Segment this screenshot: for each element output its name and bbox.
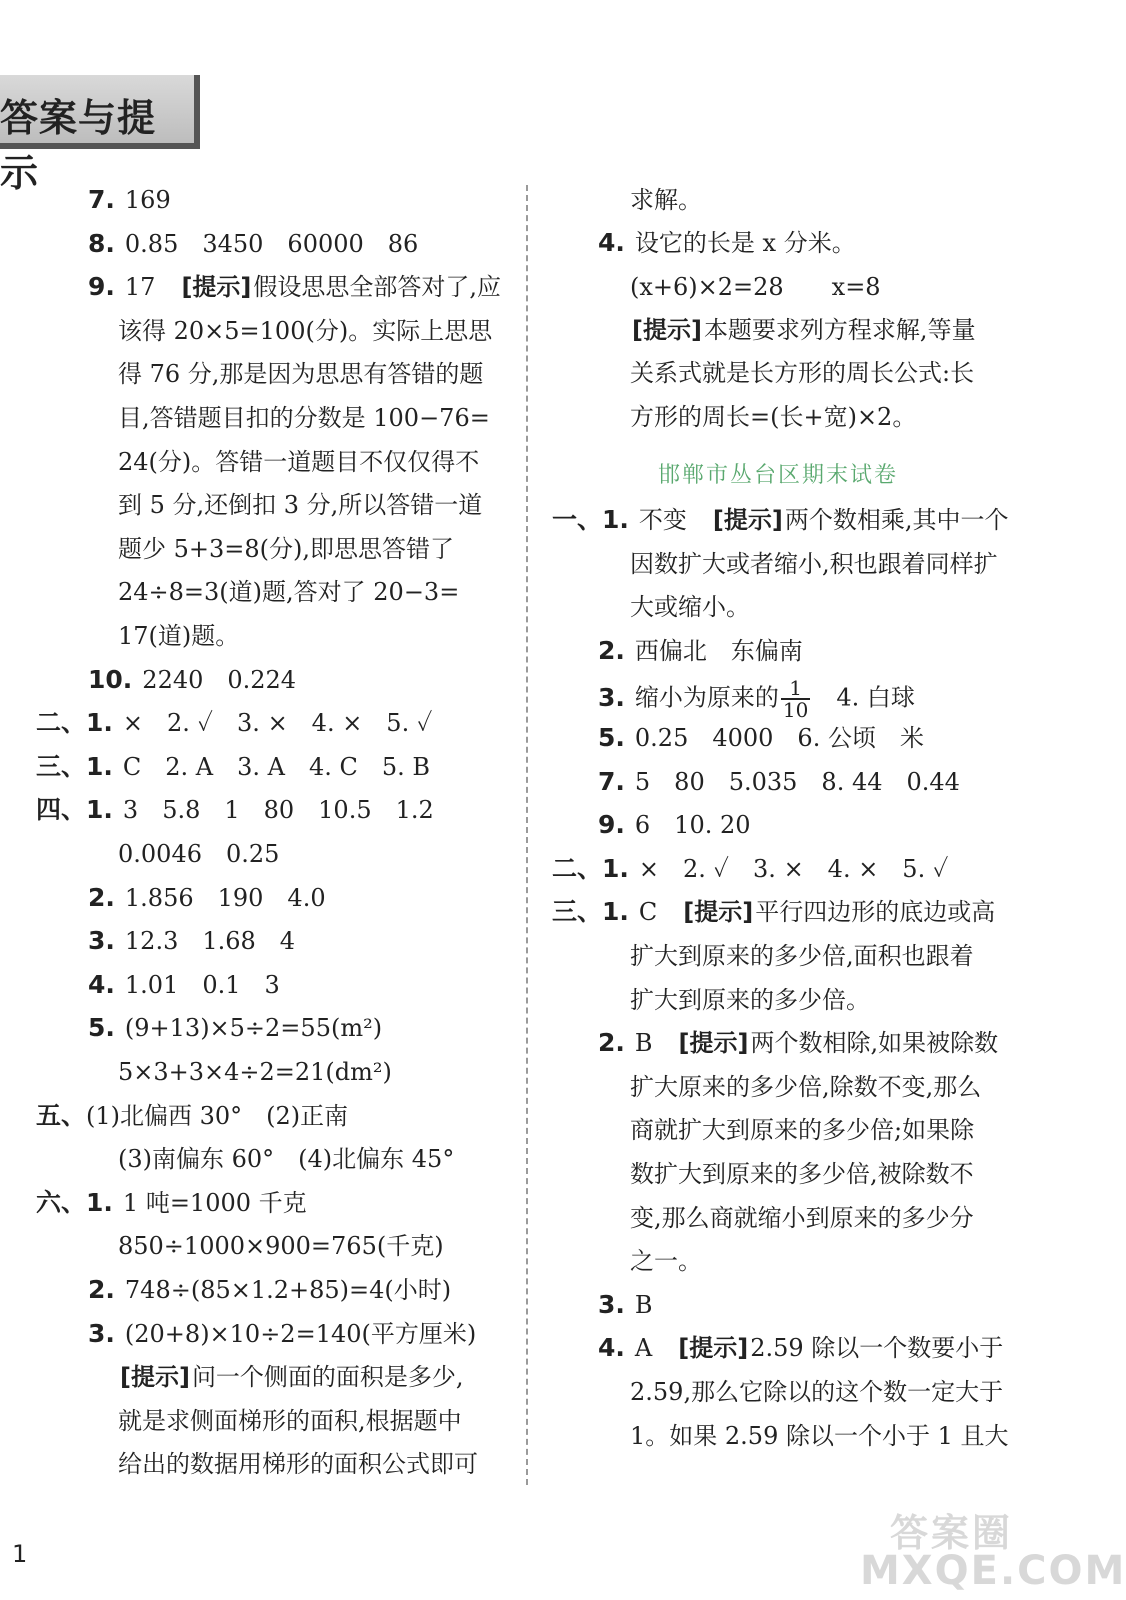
answer-text: 平行四边形的底边或高	[755, 898, 996, 927]
answer-text: (1)北偏西 30° (2)正南	[86, 1101, 349, 1130]
hint-label: [提示]	[632, 315, 702, 344]
answer-text: 本题要求列方程求解,等量	[703, 315, 976, 344]
item-number: 2.	[88, 882, 115, 912]
answer-text: 大或缩小。	[630, 593, 750, 622]
answer-line	[630, 314, 976, 346]
item-number: 8.	[88, 228, 115, 258]
item-number: 1.	[86, 795, 113, 825]
item-number: 1.	[602, 853, 629, 883]
item-number: 4.	[598, 1333, 625, 1363]
answer-text: 假设思思全部答对了,应	[253, 273, 502, 302]
answer-text: 因数扩大或者缩小,积也跟着同样扩	[630, 549, 998, 578]
answer-line	[88, 271, 501, 303]
answer-line	[630, 1158, 974, 1190]
item-number: 5.	[88, 1013, 115, 1043]
answer-text: 该得 20×5=100(分)。实际上思思	[118, 316, 493, 345]
answer-line	[118, 358, 483, 390]
section-banner	[0, 75, 200, 195]
answer-line	[88, 969, 280, 1001]
answer-text: 2.59,那么它除以的这个数一定大于	[630, 1378, 1004, 1406]
answer-text: B	[634, 1290, 653, 1319]
answer-line	[88, 882, 326, 914]
answer-text: 2.59 除以一个数要小于	[750, 1334, 1004, 1363]
answer-line	[88, 925, 295, 957]
answer-line	[598, 809, 751, 841]
answer-text: 2240 0.224	[142, 665, 297, 694]
answer-line	[630, 271, 881, 303]
answer-line	[630, 1376, 1003, 1408]
item-number: 5.	[598, 723, 625, 752]
answer-text: 变,那么商就缩小到原来的多少分	[630, 1203, 974, 1232]
item-number: 1.	[602, 897, 629, 927]
answer-text: 不变	[638, 506, 711, 534]
item-number: 3.	[88, 1318, 115, 1348]
answer-text: B	[634, 1029, 677, 1058]
answer-text: 5×3+3×4÷2=21(dm²)	[118, 1058, 392, 1086]
answer-line	[36, 794, 434, 826]
answer-line	[630, 1202, 974, 1234]
answer-line	[630, 548, 998, 580]
answer-text: 数扩大到原来的多少倍,被除数不	[630, 1160, 974, 1188]
hint-label: [提示]	[120, 1363, 190, 1392]
answer-line	[118, 315, 492, 347]
answer-line	[552, 896, 995, 928]
fraction	[781, 676, 810, 723]
banner-title: 答案与提示	[0, 96, 157, 195]
answer-line	[118, 1405, 462, 1437]
answer-line	[598, 1332, 1003, 1364]
answer-line	[598, 722, 924, 754]
answer-line	[118, 1361, 464, 1393]
answer-line	[630, 1245, 702, 1277]
answer-line	[630, 184, 702, 216]
answer-text: 169	[124, 186, 171, 214]
item-number: 3.	[598, 682, 625, 712]
answer-line	[598, 1289, 653, 1321]
item-number: 2.	[88, 1275, 115, 1304]
section-number: 四、	[36, 795, 87, 825]
answer-line	[630, 1420, 1009, 1452]
answer-text: 得 76 分,那是因为思思有答错的题	[118, 360, 484, 389]
fraction-denominator: 10	[782, 698, 809, 723]
answer-text: 17	[124, 273, 180, 302]
item-number: 1.	[86, 751, 113, 781]
answer-text: 扩大原来的多少倍,除数不变,那么	[630, 1072, 982, 1101]
answer-line	[36, 707, 432, 739]
answer-line	[598, 676, 915, 723]
answer-text: 5 80 5.035 8. 44 0.44	[634, 767, 960, 796]
item-number: 3.	[598, 1289, 625, 1319]
answer-text: 748÷(85×1.2+85)=4(小时)	[124, 1276, 452, 1304]
answer-line	[88, 1318, 476, 1350]
answer-text: 目,答错题目扣的分数是 100−76=	[118, 404, 490, 432]
section-number: 六、	[36, 1187, 87, 1217]
section-number: 五、	[36, 1100, 87, 1130]
answer-line	[118, 489, 482, 521]
answer-line	[598, 766, 960, 798]
answer-text: 850÷1000×900=765(千克)	[118, 1232, 444, 1261]
answer-text: 商就扩大到原来的多少倍;如果除	[630, 1116, 975, 1145]
answer-text: 17(道)题。	[118, 622, 240, 650]
hint-label: [提示]	[678, 1029, 749, 1058]
answer-line	[118, 1230, 444, 1262]
item-number: 2.	[598, 635, 625, 665]
answer-line	[552, 504, 1009, 536]
item-number: 9.	[88, 272, 115, 302]
answer-line	[630, 357, 974, 389]
answer-line	[118, 402, 490, 434]
hint-label: [提示]	[712, 506, 783, 534]
answer-line	[118, 1143, 454, 1175]
hint-label: [提示]	[683, 898, 754, 927]
hint-label: [提示]	[181, 273, 252, 302]
answer-text: 24÷8=3(道)题,答对了 20−3=	[118, 578, 460, 607]
answer-text: 两个数相除,如果被除数	[750, 1029, 999, 1058]
section-number: 三、	[36, 751, 87, 781]
answer-text: (9+13)×5÷2=55(m²)	[124, 1014, 383, 1043]
answer-text: 0.0046 0.25	[118, 840, 280, 868]
answer-line	[118, 576, 459, 608]
answer-text: 求解。	[630, 186, 702, 214]
answer-text: 6 10. 20	[634, 811, 751, 840]
answer-line	[88, 1012, 382, 1044]
item-number: 4.	[88, 969, 115, 999]
section-number: 一、	[552, 505, 603, 534]
answer-text: C 2. A 3. A 4. C 5. B	[122, 752, 431, 781]
answer-line	[88, 664, 296, 696]
answer-text: 方形的周长=(长+宽)×2。	[630, 402, 917, 431]
answer-line	[598, 635, 803, 667]
answer-text: 两个数相乘,其中一个	[784, 506, 1009, 534]
answer-text: 1.01 0.1 3	[124, 970, 280, 999]
answer-line	[36, 1100, 348, 1132]
answer-text: 到 5 分,还倒扣 3 分,所以答错一道	[118, 491, 483, 520]
answer-text: 扩大到原来的多少倍,面积也跟着	[630, 942, 974, 970]
answer-line	[88, 1274, 451, 1306]
section-number: 二、	[36, 708, 87, 738]
item-number: 4.	[598, 228, 625, 258]
answer-line	[630, 401, 916, 433]
item-number: 1.	[86, 708, 113, 738]
answer-text: (3)南偏东 60° (4)北偏东 45°	[118, 1145, 455, 1174]
answer-text: × 2. ✓ 3. × 4. × 5. ✓	[638, 854, 949, 883]
answer-text: 设它的长是 x 分米。	[634, 229, 856, 258]
answer-line	[552, 853, 948, 885]
answer-text: C	[638, 898, 682, 927]
item-number: 7.	[88, 185, 115, 214]
watermark-text-url: MXQE.COM	[860, 1548, 1126, 1594]
answer-line	[36, 751, 430, 783]
answer-line	[36, 1187, 307, 1219]
item-number: 2.	[598, 1028, 625, 1058]
answer-text: × 2. ✓ 3. × 4. × 5. ✓	[122, 709, 433, 738]
answer-line	[630, 984, 870, 1016]
answer-text: 1.856 190 4.0	[124, 883, 326, 912]
answer-line	[598, 1027, 998, 1059]
answer-line	[118, 838, 279, 870]
answer-text: 就是求侧面梯形的面积,根据题中	[118, 1406, 462, 1435]
item-number: 1.	[602, 505, 629, 534]
answer-text: (20+8)×10÷2=140(平方厘米)	[124, 1319, 477, 1348]
answer-text: 3 5.8 1 80 10.5 1.2	[122, 796, 434, 825]
answer-text: 给出的数据用梯形的面积公式即可	[118, 1450, 478, 1479]
answer-line	[118, 533, 454, 565]
answer-line	[630, 1114, 974, 1146]
answer-text: 24(分)。答错一道题目不仅仅得不	[118, 447, 480, 476]
answer-line	[118, 446, 479, 478]
answer-line	[630, 591, 750, 623]
section-number: 三、	[552, 897, 603, 927]
page-number: 1	[12, 1540, 28, 1568]
answer-text: 1 吨=1000 千克	[122, 1188, 307, 1217]
answer-text: 题少 5+3=8(分),即思思答错了	[118, 534, 455, 563]
watermark-text-cn: 答案圈	[890, 1511, 1014, 1555]
answer-line	[88, 184, 171, 216]
item-number: 1.	[86, 1187, 113, 1217]
answer-text: 1。如果 2.59 除以一个小于 1 且大	[630, 1421, 1009, 1450]
watermark-logo	[860, 1502, 1126, 1594]
section-number: 二、	[552, 853, 603, 883]
answer-text: 0.85 3450 60000 86	[124, 229, 419, 258]
answer-text: 缩小为原来的	[634, 683, 779, 712]
answer-line	[630, 940, 974, 972]
hint-label: [提示]	[678, 1334, 749, 1363]
item-number: 3.	[88, 926, 115, 956]
item-number: 7.	[598, 766, 625, 796]
answer-text: 扩大到原来的多少倍。	[630, 985, 870, 1014]
item-number: 10.	[88, 664, 133, 694]
answer-text: 西偏北 东偏南	[634, 636, 803, 665]
answer-text: 问一个侧面的面积是多少,	[191, 1363, 464, 1392]
item-number: 9.	[598, 810, 625, 840]
answer-text: 之一。	[630, 1247, 702, 1276]
answer-line	[88, 228, 418, 260]
section-title: 邯郸市丛台区期末试卷	[658, 463, 899, 488]
fraction-numerator: 1	[781, 678, 810, 700]
column-divider	[526, 185, 528, 1485]
answer-text: 关系式就是长方形的周长公式:长	[630, 359, 975, 388]
answer-text: 0.25 4000 6. 公顷 米	[634, 724, 924, 752]
answer-text: A	[634, 1334, 677, 1363]
answer-line	[118, 1448, 478, 1480]
answer-line	[630, 1071, 981, 1103]
answer-text: 4. 白球	[812, 683, 915, 712]
answer-line	[118, 1056, 392, 1088]
answer-text: (x+6)×2=28 x=8	[630, 272, 881, 301]
answer-text: 12.3 1.68 4	[124, 927, 296, 956]
answer-line	[118, 620, 239, 652]
answer-line	[598, 227, 856, 259]
